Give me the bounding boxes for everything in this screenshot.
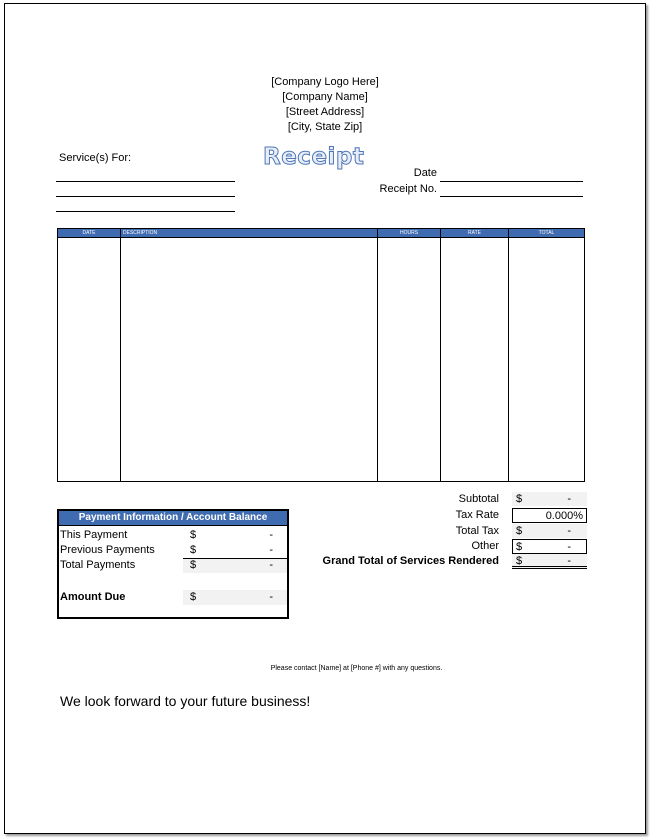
grand-total-row — [5, 554, 645, 569]
other-label: Other — [471, 540, 499, 552]
other-row — [5, 539, 645, 554]
amount-due-row — [59, 590, 287, 605]
col-header-description: DESCRIPTION — [121, 229, 378, 238]
contact-note: Please contact [Name] at [Phone #] with any questions. — [270, 665, 443, 672]
company-name: [Company Name] — [282, 91, 368, 103]
receipt-no-label: Receipt No. — [379, 183, 437, 195]
services-for-label: Service(s) For: — [59, 152, 132, 164]
grand-total-currency: $ — [516, 555, 523, 567]
total-tax-value: - — [567, 525, 571, 537]
services-line-2[interactable] — [56, 196, 235, 197]
rate-column-cell[interactable] — [441, 238, 509, 482]
line-items-table — [57, 228, 585, 482]
subtotal-row — [5, 492, 645, 507]
grand-total-box — [512, 554, 587, 569]
company-logo-placeholder: [Company Logo Here] — [271, 76, 379, 88]
tax-rate-label: Tax Rate — [455, 509, 499, 521]
amount-due-value: - — [269, 591, 273, 603]
services-line-3[interactable] — [56, 211, 235, 212]
date-column-cell[interactable] — [58, 238, 121, 482]
date-field[interactable] — [440, 181, 583, 182]
col-header-rate: RATE — [441, 229, 509, 238]
closing-message: We look forward to your future business! — [60, 693, 311, 709]
subtotal-value: - — [567, 493, 571, 505]
services-line-1[interactable] — [56, 181, 235, 182]
grand-total-value: - — [567, 555, 571, 567]
total-tax-currency: $ — [516, 525, 523, 537]
amount-due-label: Amount Due — [60, 591, 126, 603]
payment-info-header: Payment Information / Account Balance — [59, 511, 287, 526]
other-value: - — [567, 541, 571, 553]
total-tax-box — [512, 524, 587, 538]
col-header-total: TOTAL — [509, 229, 585, 238]
other-field[interactable] — [512, 539, 587, 554]
subtotal-box — [512, 492, 587, 506]
tax-rate-value: 0.000% — [545, 510, 583, 522]
description-column-cell[interactable] — [121, 238, 378, 482]
previous-payments-value: - — [269, 544, 273, 556]
grand-total-label: Grand Total of Services Rendered — [322, 555, 499, 567]
other-currency: $ — [516, 541, 523, 553]
receipt-page — [4, 3, 646, 834]
amount-due-currency: $ — [190, 591, 197, 603]
date-label: Date — [413, 167, 437, 179]
tax-rate-field[interactable] — [512, 508, 587, 523]
receipt-no-field[interactable] — [440, 196, 583, 197]
company-info — [5, 75, 645, 135]
total-payments-label: Total Payments — [60, 559, 136, 571]
total-column-cell[interactable] — [509, 238, 585, 482]
total-tax-label: Total Tax — [455, 525, 499, 537]
previous-payments-currency: $ — [190, 544, 197, 556]
this-payment-label: This Payment — [60, 529, 128, 541]
this-payment-value: - — [269, 529, 273, 541]
this-payment-currency: $ — [190, 529, 197, 541]
company-address: [Street Address] — [285, 106, 365, 118]
hours-column-cell[interactable] — [378, 238, 441, 482]
total-tax-row — [5, 524, 645, 539]
subtotal-currency: $ — [516, 493, 523, 505]
previous-payments-label: Previous Payments — [60, 544, 155, 556]
total-payments-value: - — [269, 559, 273, 571]
tax-rate-row — [5, 508, 645, 523]
col-header-date: DATE — [58, 229, 121, 238]
company-city: [City, State Zip] — [287, 121, 363, 133]
subtotal-label: Subtotal — [458, 493, 499, 505]
receipt-title: Receipt — [263, 144, 365, 170]
col-header-hours: HOURS — [378, 229, 441, 238]
total-payments-currency: $ — [190, 559, 197, 571]
